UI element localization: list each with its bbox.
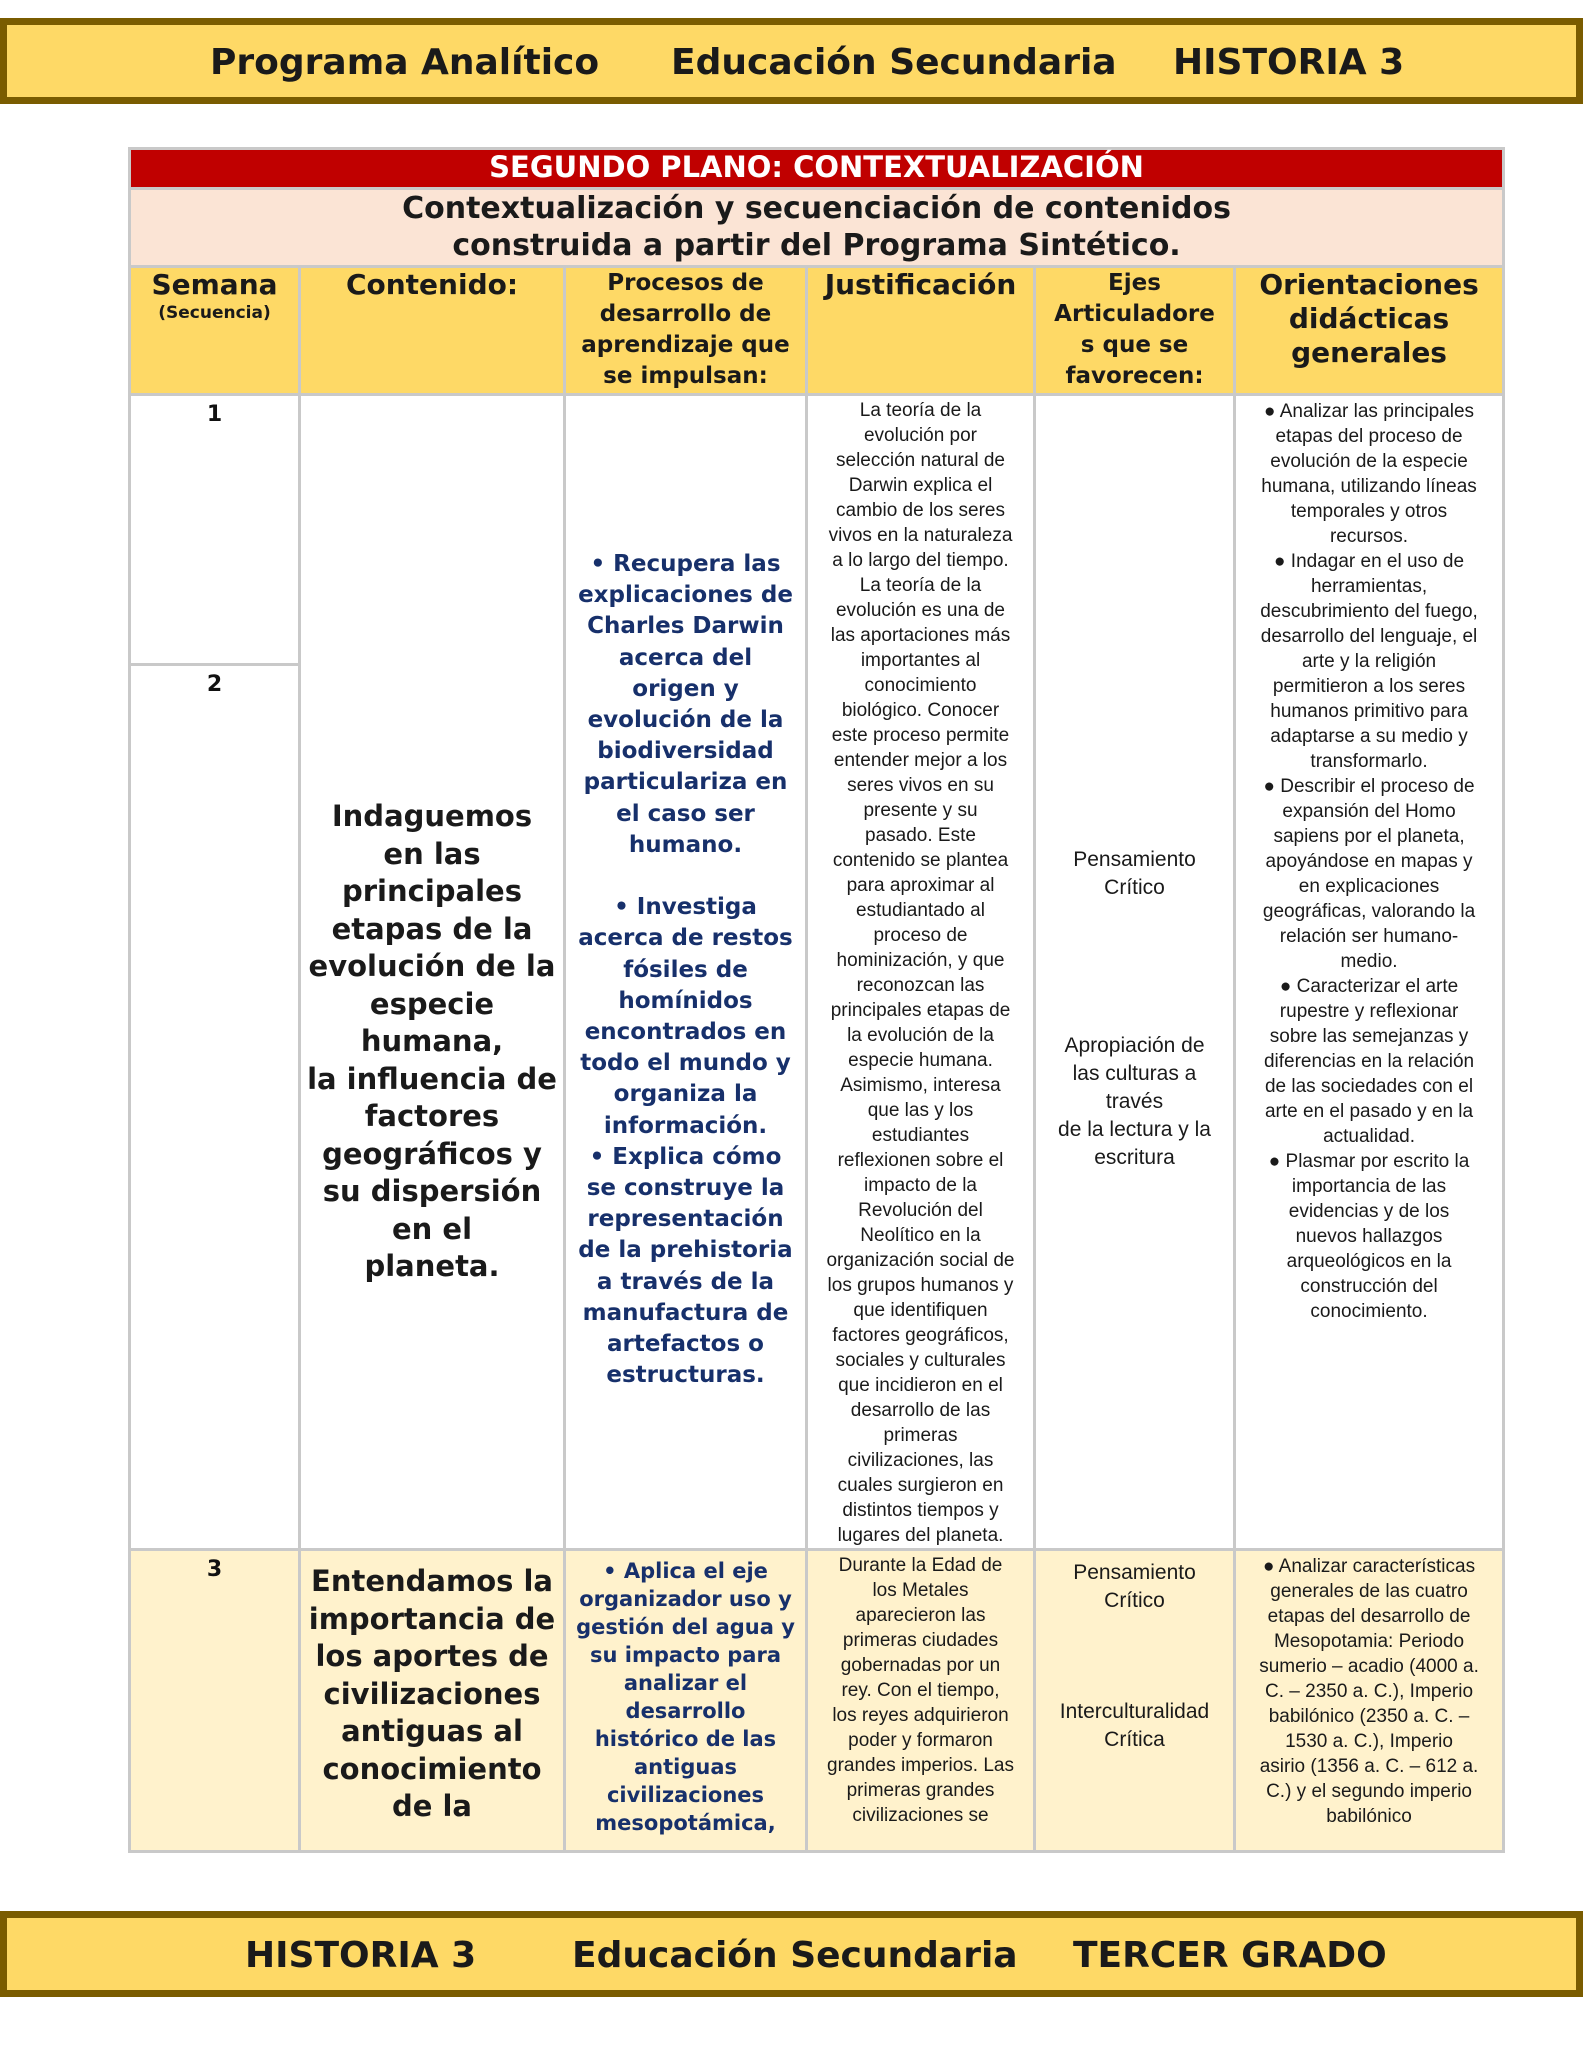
header-level-label: Educación Secundaria xyxy=(671,42,1117,83)
axis-item-pensamiento-critico: Pensamiento Crítico xyxy=(1073,848,1196,899)
footer-level-label: Educación Secundaria xyxy=(572,1935,1018,1976)
column-header-semana-label: Semana xyxy=(151,268,278,301)
header-program-label: Programa Analítico xyxy=(210,42,600,83)
footer-grade-label: TERCER GRADO xyxy=(1073,1935,1387,1976)
axes-cell-1 xyxy=(1035,395,1235,1550)
orientations-cell-3: ● Analizar características generales de las cuatro etapas del desarrollo de Mesopotamia: Periodo sumerio – acadio (4000 a. C. – 2350 a. C.), Imperio babilónico (2350 a. C. – 1530 a. C.), Imperio asirio (1356 a. C. – 612 a. C.) y el segundo imperio babilónico xyxy=(1235,1550,1504,1852)
justification-cell-3: Durante la Edad de los Metales aparecieron las primeras ciudades gobernadas por un rey. Con el tiempo, los reyes adquirieron poder y formaron grandes imperios. Las primeras grandes civilizaciones se xyxy=(807,1550,1035,1852)
column-header-contenido: Contenido: xyxy=(300,267,565,395)
column-header-semana xyxy=(130,267,300,395)
process-cell-3: • Aplica el eje organizador uso y gestión del agua y su impacto para analizar el desarrollo histórico de las antiguas civilizaciones mesopotámica, xyxy=(565,1550,807,1852)
process-cell-1: • Recupera las explicaciones de Charles Darwin acerca del origen y evolución de la biodiversidad particulariza en el caso ser humano. • Investiga acerca de restos fósiles de homínidos encontrados en todo el mundo y organiza la información. • Explica cómo se construye la representación de la prehistoria a través de la manufactura de artefactos o estructuras. xyxy=(565,395,807,1550)
axis-item-pensamiento-critico-3: Pensamiento Crítico xyxy=(1073,1561,1196,1612)
column-header-procesos: Procesos de desarrollo de aprendizaje que se impulsan: xyxy=(565,267,807,395)
contextualization-table xyxy=(128,147,1505,1853)
axis-item-interculturalidad-critica: Interculturalidad Crítica xyxy=(1059,1700,1210,1751)
justification-cell-1: La teoría de la evolución por selección natural de Darwin explica el cambio de los seres vivos en la naturaleza a lo largo del tiempo. La teoría de la evolución es una de las aportaciones más importantes al conocimiento biológico. Conocer este proceso permite entender mejor a los seres vivos en su presente y su pasado. Este contenido se plantea para aproximar al estudiantado al proceso de hominización, y que reconozcan las principales etapas de la evolución de la especie humana. Asimismo, interesa que las y los estudiantes reflexionen sobre el impacto de la Revolución del Neolítico en la organización social de los grupos humanos y que identifiquen factores geográficos, sociales y culturales que incidieron en el desarrollo de las primeras civilizaciones, las cuales surgieron en distintos tiempos y lugares del planeta. xyxy=(807,395,1035,1550)
footer-banner xyxy=(0,1911,1583,1997)
axes-cell-3 xyxy=(1035,1550,1235,1852)
week-cell-3: 3 xyxy=(130,1550,300,1852)
column-header-justificacion: Justificación xyxy=(807,267,1035,395)
table-subtitle-line1: Contextualización y secuenciación de contenidos xyxy=(402,191,1231,226)
header-subject-label: HISTORIA 3 xyxy=(1173,42,1405,83)
content-cell-1: Indaguemos en las principales etapas de la evolución de la especie humana, la influencia de factores geográficos y su dispersión en el planeta. xyxy=(300,395,565,1550)
orientations-cell-1: ● Analizar las principales etapas del proceso de evolución de la especie humana, utilizando líneas temporales y otros recursos. ● Indagar en el uso de herramientas, descubrimiento del fuego, desarrollo del lenguaje, el arte y la religión permitieron a los seres humanos primitivo para adaptarse a su medio y transformarlo. ● Describir el proceso de expansión del Homo sapiens por el planeta, apoyándose en mapas y en explicaciones geográficas, valorando la relación ser humano- medio. ● Caracterizar el arte rupestre y reflexionar sobre las semejanzas y diferencias en la relación de las sociedades con el arte en el pasado y en la actualidad. ● Plasmar por escrito la importancia de las evidencias y de los nuevos hallazgos arqueológicos en la construcción del conocimiento. xyxy=(1235,395,1504,1550)
table-subtitle-line2: construida a partir del Programa Sintético. xyxy=(452,228,1181,263)
column-header-secuencia-label: (Secuencia) xyxy=(158,303,271,323)
week-cell-2: 2 xyxy=(130,665,300,1550)
column-header-ejes: Ejes Articuladore s que se favorecen: xyxy=(1035,267,1235,395)
content-cell-3: Entendamos la importancia de los aportes de civilizaciones antiguas al conocimiento de la xyxy=(300,1550,565,1852)
footer-subject-label: HISTORIA 3 xyxy=(245,1935,477,1976)
header-banner xyxy=(0,18,1583,104)
axis-item-apropiacion-culturas: Apropiación de las culturas a través de la lectura y la escritura xyxy=(1058,1034,1211,1169)
column-header-orientaciones: Orientaciones didácticas generales xyxy=(1235,267,1504,395)
table-title: SEGUNDO PLANO: CONTEXTUALIZACIÓN xyxy=(130,149,1504,189)
week-cell-1: 1 xyxy=(130,395,300,665)
table-subtitle xyxy=(130,189,1504,267)
